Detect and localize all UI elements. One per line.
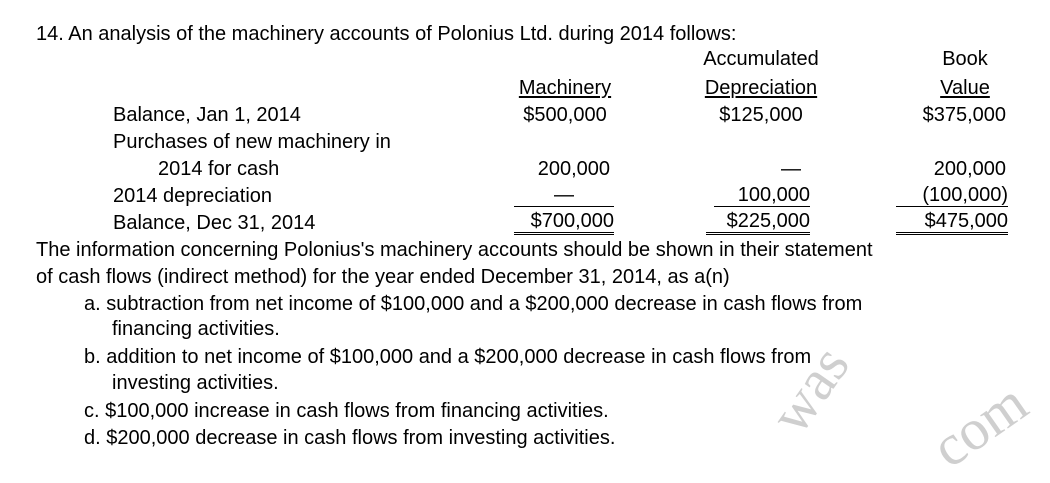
question-title: 14. An analysis of the machinery accounts of Polonius Ltd. during 2014 follows: bbox=[36, 23, 737, 45]
option-d[interactable]: d. $200,000 decrease in cash flows from investing activities. bbox=[84, 427, 616, 449]
option-a-line2: financing activities. bbox=[112, 318, 280, 340]
option-b-line1[interactable]: b. addition to net income of $100,000 and a $200,000 decrease in cash flows from bbox=[84, 346, 812, 368]
book-header-line2: Value bbox=[940, 77, 990, 99]
cell-machinery-depreciation: — bbox=[514, 184, 614, 207]
cell-book-purchases: 200,000 bbox=[933, 158, 1006, 180]
cell-book-depreciation: (100,000) bbox=[896, 184, 1008, 207]
accum-header-line1: Accumulated bbox=[703, 48, 819, 70]
row-label-purchases-line1: Purchases of new machinery in bbox=[113, 131, 391, 153]
cell-depreciation-balance-dec: $225,000 bbox=[706, 211, 810, 235]
watermark-com: com bbox=[919, 369, 1039, 480]
cell-depreciation-depreciation: 100,000 bbox=[714, 184, 810, 207]
row-label-depreciation: 2014 depreciation bbox=[113, 185, 273, 207]
row-label-balance-jan: Balance, Jan 1, 2014 bbox=[113, 104, 301, 126]
cell-machinery-purchases: 200,000 bbox=[537, 158, 610, 180]
cell-book-balance-dec: $475,000 bbox=[896, 211, 1008, 235]
row-label-balance-dec: Balance, Dec 31, 2014 bbox=[113, 212, 316, 234]
cell-depreciation-balance-jan: $125,000 bbox=[719, 104, 803, 126]
cell-depreciation-purchases: — bbox=[781, 158, 801, 180]
cell-book-balance-jan: $375,000 bbox=[922, 104, 1006, 126]
question-stem-line2: of cash flows (indirect method) for the year ended December 31, 2014, as a(n) bbox=[36, 266, 730, 288]
option-b-line2: investing activities. bbox=[112, 372, 279, 394]
cell-machinery-balance-jan: $500,000 bbox=[523, 104, 607, 126]
option-a-line1[interactable]: a. subtraction from net income of $100,000 and a $200,000 decrease in cash flows from bbox=[84, 293, 863, 315]
accum-header-line2: Depreciation bbox=[704, 77, 818, 99]
cell-machinery-balance-dec: $700,000 bbox=[514, 211, 614, 235]
book-header-line1: Book bbox=[942, 48, 988, 70]
watermark-was: was bbox=[756, 333, 862, 445]
row-label-purchases-line2: 2014 for cash bbox=[158, 158, 280, 180]
option-c[interactable]: c. $100,000 increase in cash flows from financing activities. bbox=[84, 400, 609, 422]
question-stem-line1: The information concerning Polonius's machinery accounts should be shown in their statement bbox=[36, 239, 873, 261]
machinery-header: Machinery bbox=[518, 77, 612, 99]
